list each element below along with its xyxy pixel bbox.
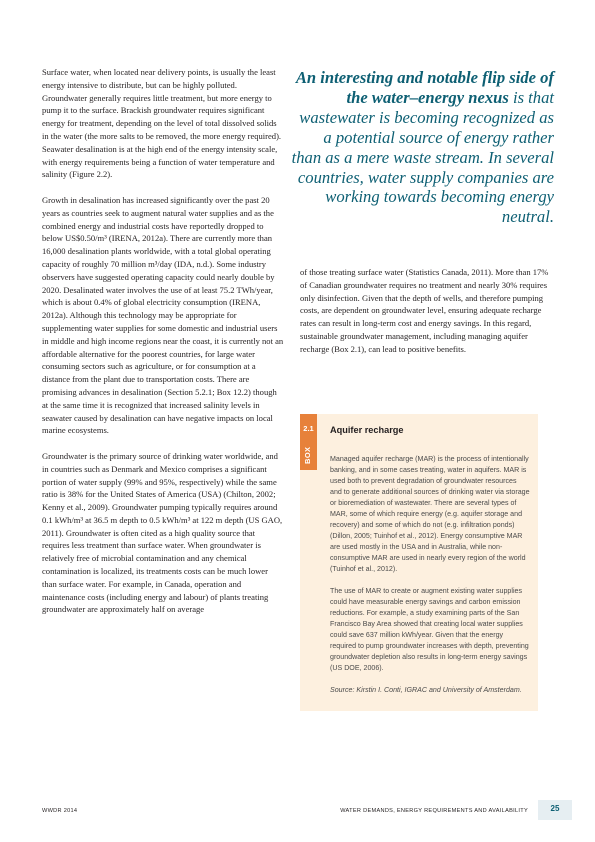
footer-right: WATER DEMANDS, ENERGY REQUIREMENTS AND AVAILABILITY — [340, 808, 528, 814]
right-column — [300, 266, 554, 356]
box-label-tab — [300, 414, 317, 470]
body-paragraph: of those treating surface water (Statistics Canada, 2011). More than 17% of Canadian groundwater requires no treatment and nearly 30% requires only disinfection. Given that the depth of wells, and therefore pumping costs, are dependent on groundwater level, ensuring adequate recharge rates can result in long-term cost and energy savings. In this regard, sustainable groundwater management, including managing aquifer recharge (Box 2.1), can lead to positive benefits. — [300, 267, 549, 354]
body-paragraph: Growth in desalination has increased significantly over the past 20 years as countries seek to augment natural water supplies and as the combined energy and industrial costs have reportedly dropped to below US$0.50/m³ (IRENA, 2012a). There are currently more than 16,000 desalination plants worldwide, with a total global operating capacity of roughly 70 million m³/day (IDA, n.d.). Some industry observers have suggested operating capacity could nearly double by 2020. Desalinated water involves the use of at least 75.2 TWh/year, which is about 0.4% of global electricity consumption (IRENA, 2012a). Although this technology may be appropriate for supplementing water supplies for some domestic and industrial users in middle and high income regions near the coast, it is currently not an affordable alternative for the poorest countries, for large water consuming sectors such as agriculture, or for consumption at a distance from the plant due to transportation costs. There are promising advances in desalination (Section 5.2.1; Box 12.2) though at the same time it is recognized that increased salinity levels in seawater caused by desalination can have negative impacts on local marine ecosystems. — [42, 194, 284, 436]
pull-quote-lead: An interesting and notable flip side of the water–energy nexus — [295, 68, 554, 107]
page-number: 25 — [550, 804, 560, 813]
footer-left: WWDR 2014 — [42, 808, 78, 814]
box-number: 2.1 — [303, 424, 314, 433]
box-title: Aquifer recharge — [330, 425, 404, 435]
pull-quote — [290, 68, 554, 227]
body-paragraph: Groundwater is the primary source of drinking water worldwide, and in countries such as Denmark and Mexico comprises a significant portion of water supply (99% and 95%, respectively) while the same ratio is 38% for the United States of America (USA) (Chilton, 2002; Kenny et al., 2009). Groundwater pumping typically requires around 0.1 kWh/m³ at 36.5 m depth to 0.5 kWh/m³ at 122 m depth (US GAO, 2011). Groundwater is often cited as a high quality source that requires less treatment than surface water. When groundwater is relatively free of microbial contamination and any chemical contamination is localized, its treatments costs can be much lower than surface water. For example, in Canada, operation and maintenance costs (including energy and labour) of plants treating groundwater are approximately half on average — [42, 450, 283, 615]
aquifer-recharge-box — [300, 414, 538, 830]
box-paragraph: The use of MAR to create or augment existing water supplies could have measurable energy savings and carbon emission reductions. For example, a study examining parts of the San Francisco Bay Area showed that creating local water supplies could save 637 million kWh/year. Given that the energy required to pump groundwater increases with depth, preventing groundwater depletion also results in long-term energy savings (US DOE, 2006). — [330, 587, 529, 672]
box-word: BOX — [303, 446, 312, 464]
box-paragraph: Managed aquifer recharge (MAR) is the process of intentionally banking, and in some cases treating, water in aquifers. MAR is used both to prevent degradation of groundwater resources and to generate additional sources of drinking water via storage or bioremediation of wastewater. There are several types of MAR, some of which require energy (e.g. aquifer storage and recovery) and some of which do not (e.g. infiltration ponds) (Dillon, 2005; Tuinhof et al., 2012). Energy consumptive MAR are used mostly in the USA and in Australia, while non-consumptive MAR are used in nearly every region of the world (Tuinhof et al., 2012). — [330, 455, 530, 573]
body-paragraph: Surface water, when located near delivery points, is usually the least energy intensive to distribute, but can be highly polluted. Groundwater generally requires little treatment, but more energy to pump it to the surface. Brackish groundwater requires significant energy for treatment, depending on the level of total dissolved solids in the water (the more salts to be removed, the more energy required). Seawater desalination is at the high end of the energy intensity scale, with energy requirements being a function of water temperature and salinity (Figure 2.2). — [42, 67, 282, 180]
box-source: Source: Kirstin I. Conti, IGRAC and University of Amsterdam. — [330, 686, 522, 694]
left-column — [42, 66, 284, 629]
box-body — [330, 454, 530, 707]
pull-quote-text: is that wastewater is becoming recognized as a potential source of energy rather than as a mere waste stream. In several countries, water supply companies are working towards becoming energy neutral. — [291, 87, 554, 227]
